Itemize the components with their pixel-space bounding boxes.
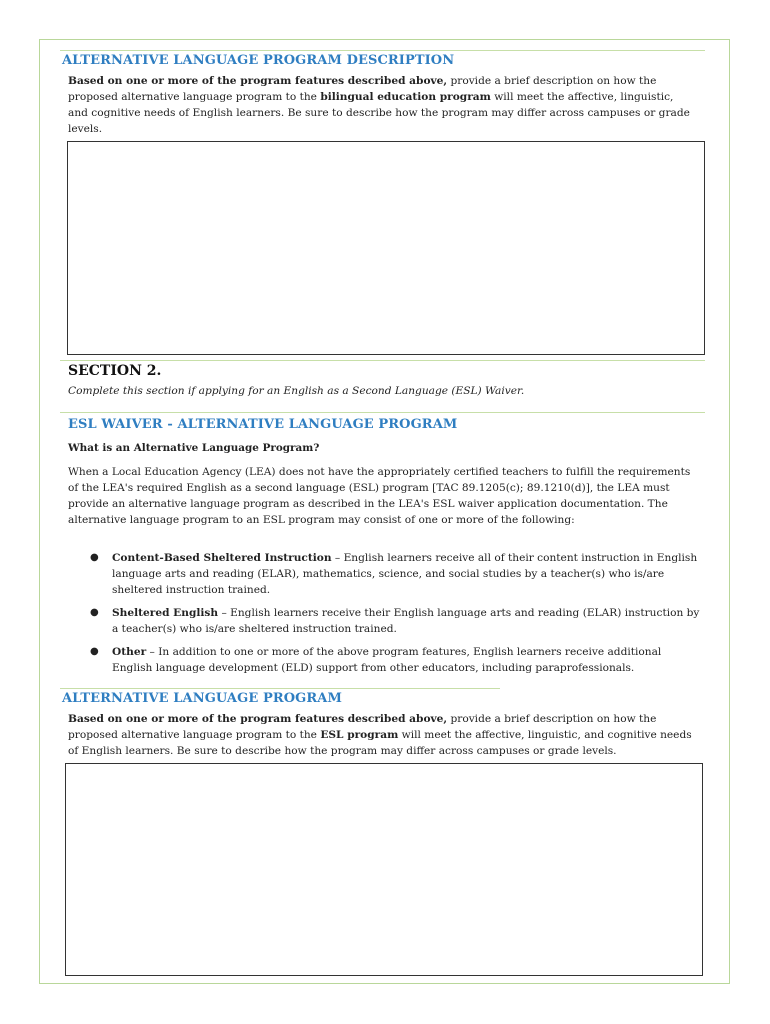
bilingual-alt-program-heading: ALTERNATIVE LANGUAGE PROGRAM DESCRIPTION	[62, 53, 455, 68]
bullet-icon: ●	[90, 607, 99, 618]
prompt-text: provide a brief description on how the proposed alternative language program to the	[68, 713, 657, 741]
bilingual-description-textarea[interactable]	[67, 141, 705, 355]
bilingual-prompt	[68, 73, 696, 137]
prompt-text-end: will meet the affective, linguistic, and cognitive needs of English learners. Be sure to describe how the program may differ across campuses or grade levels.	[68, 91, 690, 135]
alt-program-question: What is an Alternative Language Program?	[68, 442, 320, 454]
section2-rule	[60, 360, 705, 361]
esl-description-textarea[interactable]	[65, 763, 703, 976]
program-features-list	[90, 550, 702, 683]
prompt-text-end: will meet the affective, linguistic, and cognitive needs of English learners. Be sure to describe how the program may differ across campuses or grade levels.	[68, 729, 692, 757]
feature-term: Other	[112, 646, 147, 658]
prompt-bold-program: ESL program	[320, 729, 399, 741]
section2-instruction: Complete this section if applying for an English as a Second Language (ESL) Waiver.	[68, 385, 525, 397]
feature-term: Sheltered English	[112, 607, 219, 619]
bullet-icon: ●	[90, 552, 99, 563]
list-item	[90, 605, 702, 637]
prompt-bold-lead: Based on one or more of the program features described above,	[68, 75, 448, 87]
feature-text: – English learners receive their English language arts and reading (ELAR) instruction by a teacher(s) who is/are sheltered instruction trained.	[112, 607, 700, 635]
prompt-bold-program: bilingual education program	[320, 91, 491, 103]
esl-waiver-body: When a Local Education Agency (LEA) does not have the appropriately certified teachers to fulfill the requirements of the LEA's required English as a second language (ESL) program [TAC 89.1205(c); 89.1210(d)], the LEA must provide an alternative language program as described in the LEA's ESL waiver application documentation. The alternative language program to an ESL program may consist of one or more of the following:	[68, 466, 691, 526]
prompt-text: provide a brief description on how the proposed alternative language program to the	[68, 75, 657, 103]
list-item	[90, 550, 702, 598]
esl-alt-heading-rule	[60, 688, 500, 689]
esl-heading-rule	[60, 412, 705, 413]
esl-alt-program-heading: ALTERNATIVE LANGUAGE PROGRAM	[62, 691, 342, 706]
feature-text: – In addition to one or more of the above program features, English learners receive additional English language development (ELD) support from other educators, including paraprofessionals.	[112, 646, 662, 674]
prompt-bold-lead: Based on one or more of the program features described above,	[68, 713, 448, 725]
list-item	[90, 644, 702, 676]
feature-text: – English learners receive all of their content instruction in English language arts and reading (ELAR), mathematics, science, and social studies by a teacher(s) who is/are sheltered instruction trained.	[112, 552, 698, 596]
esl-prompt	[68, 711, 696, 759]
section2-title: SECTION 2.	[68, 363, 162, 379]
feature-term: Content-Based Sheltered Instruction	[112, 552, 332, 564]
bullet-icon: ●	[90, 646, 99, 657]
esl-waiver-heading: ESL WAIVER - ALTERNATIVE LANGUAGE PROGRAM	[68, 417, 458, 432]
heading-rule	[60, 50, 705, 51]
